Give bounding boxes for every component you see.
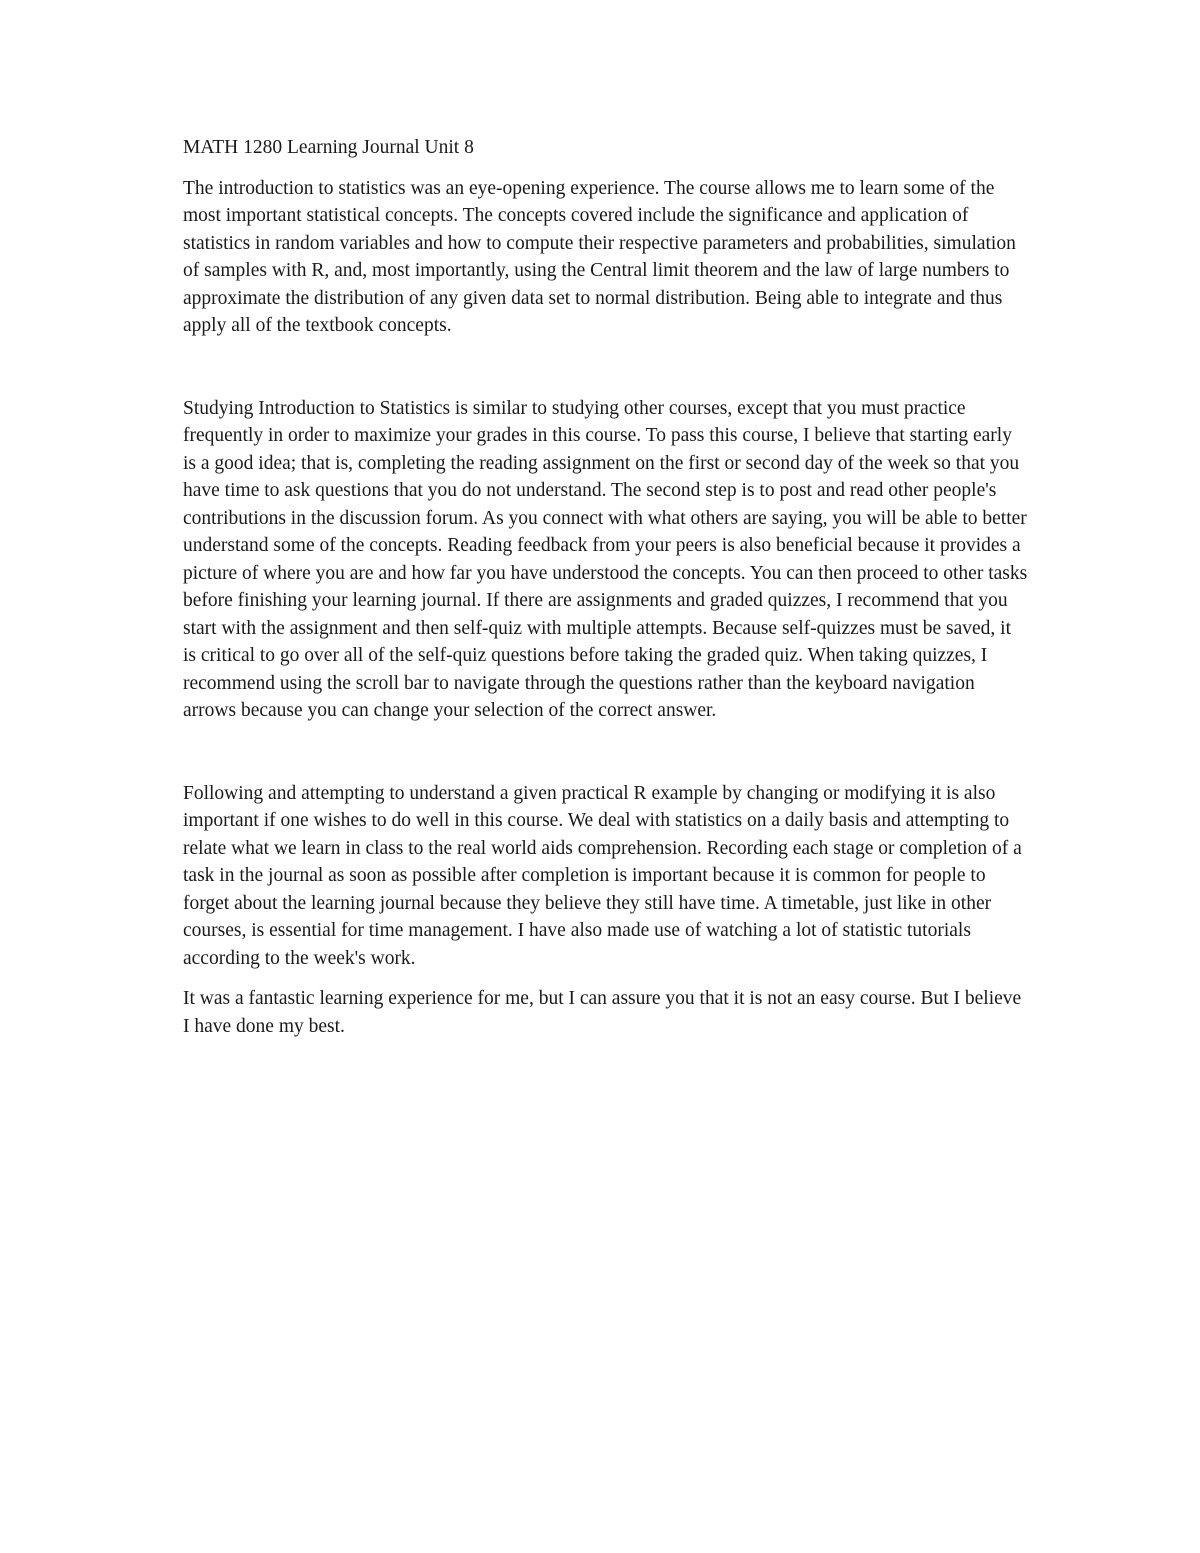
document-body — [183, 134, 1028, 1040]
paragraph-introduction: The introduction to statistics was an eye-opening experience. The course allows me to learn some of the most important statistical concepts. The concepts covered include the significance and application of statistics in random variables and how to compute their respective parameters and probabilities, simulation of samples with R, and, most importantly, using the Central limit theorem and the law of large numbers to approximate the distribution of any given data set to normal distribution. Being able to integrate and thus apply all of the textbook concepts. — [183, 177, 1016, 336]
paragraph-r-examples: Following and attempting to understand a given practical R example by changing or modifying it is also important if one wishes to do well in this course. We deal with statistics on a daily basis and attempting to relate what we learn in class to the real world aids comprehension. Recording each stage or completion of a task in the journal as soon as possible after completion is important because it is common for people to forget about the learning journal because they believe they still have time. A timetable, just like in other courses, is essential for time management. I have also made use of watching a lot of statistic tutorials according to the week's work. — [183, 782, 1022, 969]
document-title: MATH 1280 Learning Journal Unit 8 — [183, 137, 474, 158]
paragraph-conclusion: It was a fantastic learning experience for me, but I can assure you that it is not an easy course. But I believe I have done my best. — [183, 988, 1022, 1037]
paragraph-study-tips: Studying Introduction to Statistics is similar to studying other courses, except that you must practice frequently in order to maximize your grades in this course. To pass this course, I believe that starting early is a good idea; that is, completing the reading assignment on the first or second day of the week so that you have time to ask questions that you do not understand. The second step is to post and read other people's contributions in the discussion forum. As you connect with what others are saying, you will be able to better understand some of the concepts. Reading feedback from your peers is also beneficial because it provides a picture of where you are and how far you have understood the concepts. You can then proceed to other tasks before finishing your learning journal. If there are assignments and graded quizzes, I recommend that you start with the assignment and then self-quiz with multiple attempts. Because self-quizzes must be saved, it is critical to go over all of the self-quiz questions before taking the graded quiz. When taking quizzes, I recommend using the scroll bar to navigate through the questions rather than the keyboard navigation arrows because you can change your selection of the correct answer. — [183, 397, 1028, 721]
